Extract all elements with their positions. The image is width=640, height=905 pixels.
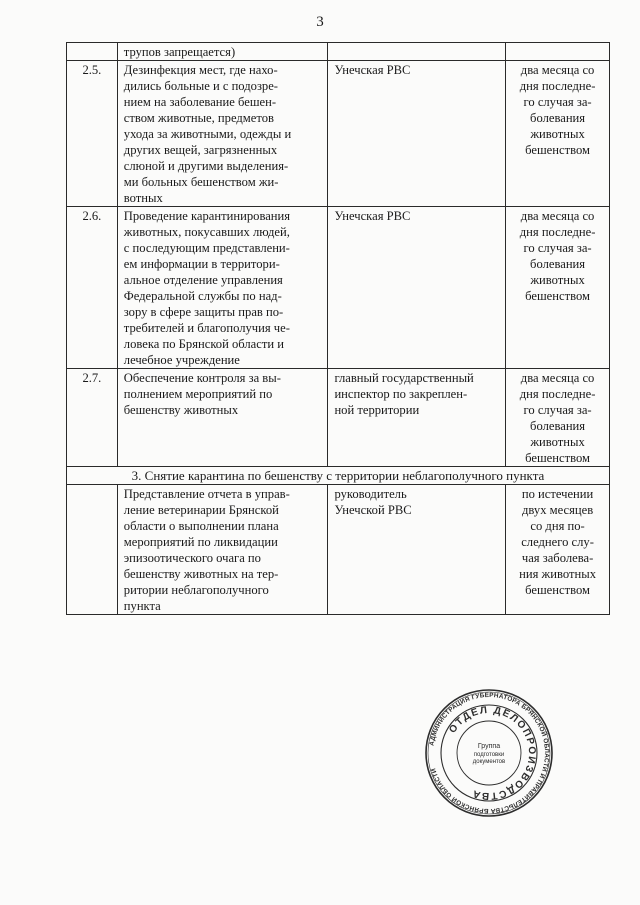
- cell-line: ловека по Брянской области и: [123, 337, 284, 351]
- cell-line: других вещей, загрязненных: [123, 143, 278, 157]
- cell-line: зору в сфере защиты прав по-: [123, 305, 284, 319]
- executor-cell: [328, 43, 506, 61]
- cell-line: два месяца со: [520, 371, 595, 385]
- measure-cell: [117, 369, 328, 467]
- measure-cell: трупов запрещается): [117, 43, 328, 61]
- cell-line: ухода за животными, одежды и: [123, 127, 292, 141]
- table-row: [67, 369, 610, 467]
- cell-line: го случая за-: [523, 95, 592, 109]
- cell-line: лечебное учреждение: [123, 353, 240, 367]
- round-stamp: [424, 688, 554, 818]
- cell-line: Унечская РВС: [334, 209, 411, 223]
- table-row: [67, 207, 610, 369]
- cell-line: болевания: [530, 419, 586, 433]
- cell-line: инспектор по закреплен-: [334, 387, 468, 401]
- cell-line: Федеральной службы по над-: [123, 289, 282, 303]
- cell-line: ем информации в территори-: [123, 257, 280, 271]
- row-number: 2.7.: [67, 369, 118, 467]
- cell-line: бешенством: [525, 143, 590, 157]
- cell-line: болевания: [530, 111, 586, 125]
- cell-line: Обеспечение контроля за вы-: [123, 371, 281, 385]
- cell-line: го случая за-: [523, 241, 592, 255]
- cell-line: альное отделение управления: [123, 273, 283, 287]
- deadline-cell: [506, 485, 610, 615]
- stamp-center-line-1: Группа: [477, 743, 501, 750]
- cell-line: мероприятий по ликвидации: [123, 535, 278, 549]
- cell-line: ной территории: [334, 403, 420, 417]
- cell-line: Дезинфекция мест, где нахо-: [123, 63, 278, 77]
- cell-line: двух месяцев: [521, 503, 594, 517]
- measure-cell: [117, 61, 328, 207]
- cell-line: слюной и другими выделения-: [123, 159, 289, 173]
- cell-line: ми больных бешенством жи-: [123, 175, 279, 189]
- cell-line: эпизоотического очага по: [123, 551, 261, 565]
- cell-line: бешенством: [525, 583, 590, 597]
- cell-line: животных: [530, 273, 585, 287]
- cell-line: с последующим представлени-: [123, 241, 290, 255]
- cell-line: полнением мероприятий по: [123, 387, 273, 401]
- cell-line: бешенству животных: [123, 403, 239, 417]
- cell-line: дня последне-: [519, 387, 596, 401]
- table-row: [67, 485, 610, 615]
- cell-line: нием на заболевание бешен-: [123, 95, 277, 109]
- stamp-inner-text: ОТДЕЛ ДЕЛОПРОИЗВОДСТВА: [447, 704, 538, 802]
- cell-line: руководитель: [334, 487, 407, 501]
- cell-line: бешенством: [525, 451, 590, 465]
- cell-line: бешенству животных на тер-: [123, 567, 279, 581]
- cell-line: по истечении: [521, 487, 594, 501]
- row-number: 2.5.: [67, 61, 118, 207]
- row-number: 2.6.: [67, 207, 118, 369]
- deadline-cell: [506, 43, 610, 61]
- deadline-cell: [506, 369, 610, 467]
- page-number: 3: [316, 14, 324, 30]
- cell-line: дились больные и с подозре-: [123, 79, 278, 93]
- section-title: 3. Снятие карантина по бешенству с территории неблагополучного пункта: [67, 467, 610, 485]
- measures-table: [66, 42, 610, 615]
- cell-line: следнего слу-: [521, 535, 594, 549]
- executor-cell: [328, 369, 506, 467]
- measure-cell: [117, 485, 328, 615]
- cell-line: ление ветеринарии Брянской: [123, 503, 279, 517]
- cell-line: требителей и благополучия че-: [123, 321, 290, 335]
- executor-cell: [328, 207, 506, 369]
- cell-line: вотных: [123, 191, 163, 205]
- cell-line: со дня по-: [530, 519, 585, 533]
- stamp-center-line-3: документов: [472, 759, 506, 765]
- stamp-center-line-2: подготовки: [473, 752, 505, 758]
- deadline-cell: [506, 61, 610, 207]
- row-number: [67, 43, 118, 61]
- cell-line: главный государственный: [334, 371, 474, 385]
- cell-line: го случая за-: [523, 403, 592, 417]
- cell-line: два месяца со: [520, 63, 595, 77]
- cell-line: области о выполнении плана: [123, 519, 279, 533]
- cell-line: Унечской РВС: [334, 503, 412, 517]
- cell-line: Унечская РВС: [334, 63, 411, 77]
- table-row-fragment: [67, 43, 610, 61]
- cell-line: дня последне-: [519, 79, 596, 93]
- cell-line: ния животных: [519, 567, 596, 581]
- stamp-outer-text: АДМИНИСТРАЦИЯ ГУБЕРНАТОРА БРЯНСКОЙ ОБЛАСТИ И ПРАВИТЕЛЬСТВА БРЯНСКОЙ ОБЛАСТИ: [428, 691, 551, 815]
- cell-line: бешенством: [525, 289, 590, 303]
- cell-line: животных, покусавших людей,: [123, 225, 290, 239]
- measure-cell: [117, 207, 328, 369]
- row-number: [67, 485, 118, 615]
- cell-line: болевания: [530, 257, 586, 271]
- cell-line: животных: [530, 127, 585, 141]
- cell-line: пункта: [123, 599, 161, 613]
- cell-line: дня последне-: [519, 225, 596, 239]
- cell-line: Представление отчета в управ-: [123, 487, 290, 501]
- deadline-cell: [506, 207, 610, 369]
- cell-line: ритории неблагополучного: [123, 583, 269, 597]
- cell-line: два месяца со: [520, 209, 595, 223]
- executor-cell: [328, 61, 506, 207]
- section-header-row: [67, 467, 610, 485]
- cell-line: чая заболева-: [521, 551, 594, 565]
- executor-cell: [328, 485, 506, 615]
- cell-line: Проведение карантинирования: [123, 209, 291, 223]
- table-row: [67, 61, 610, 207]
- cell-line: животных: [530, 435, 585, 449]
- cell-line: ством животные, предметов: [123, 111, 274, 125]
